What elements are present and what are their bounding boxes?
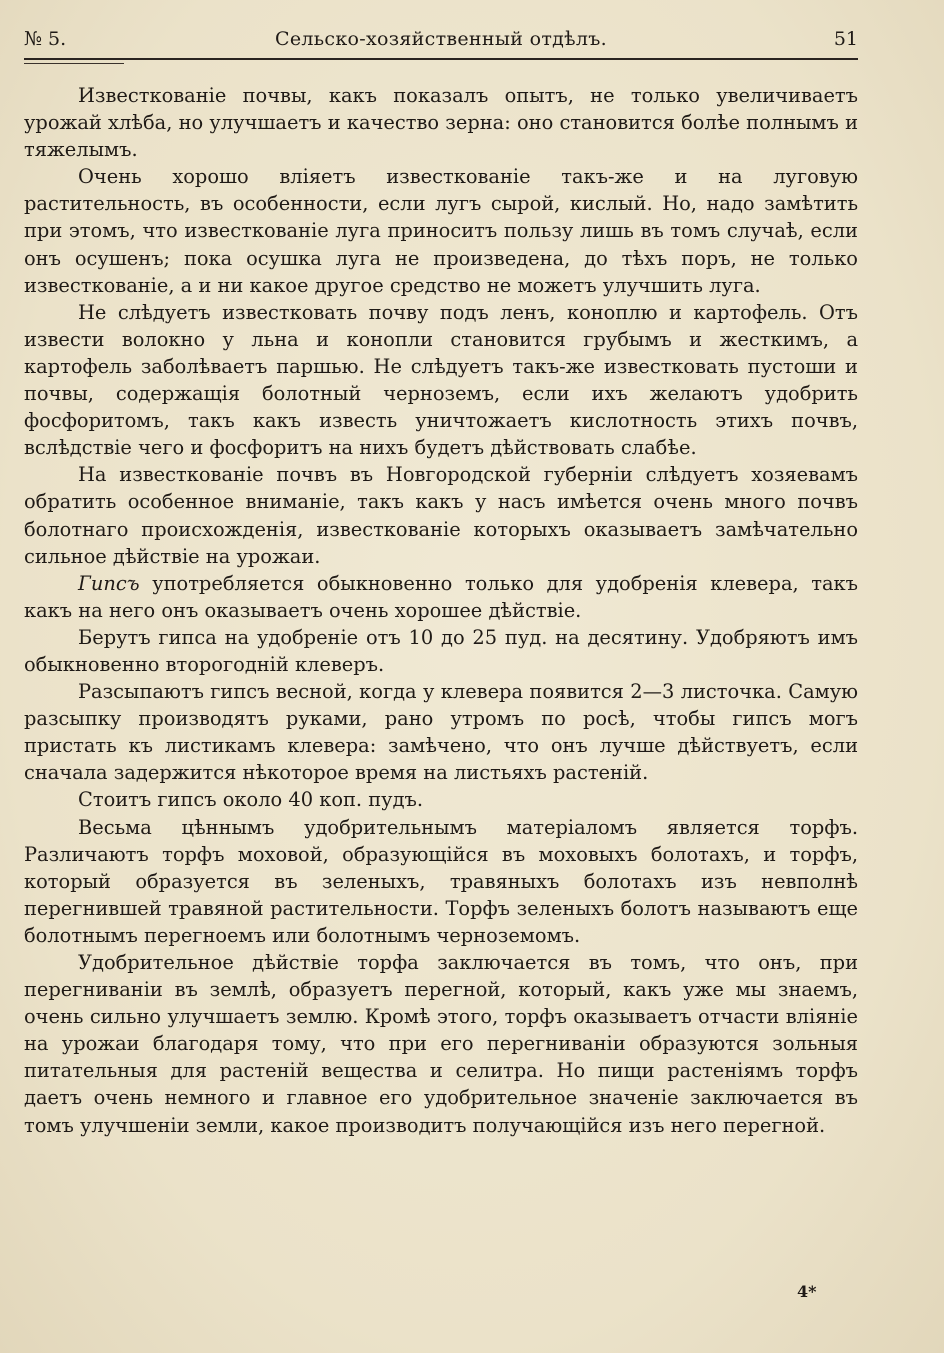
paragraph [24,814,858,949]
section-title: Сельско-хозяйственный отдѣлъ. [275,28,607,50]
page-header [24,24,858,60]
paragraph-text: На известкованіе почвъ въ Новгородской губерніи слѣдуетъ хозяевамъ обратить особенное вниманіе, такъ какъ у насъ имѣется очень много почвъ болотнаго происхожденія, известкованіе которыхъ оказываетъ замѣчательно сильное дѣйствіе на урожаи. [24,463,858,568]
header-rule [24,63,124,64]
paragraph [24,461,858,569]
paragraph-text: Известкованіе почвы, какъ показалъ опытъ, не только увеличиваетъ урожай хлѣба, но улучшаетъ и качество зерна: оно становится болѣе полнымъ и тяжелымъ. [24,84,858,162]
page-number: 51 [833,28,858,50]
italic-term: Гипсъ [78,571,140,595]
paragraph [24,624,858,678]
paragraph [24,786,858,813]
paragraph [24,82,858,163]
paragraph-text: Не слѣдуетъ известковать почву подъ ленъ, коноплю и картофель. Отъ извести волокно у льна и конопли становится грубымъ и жесткимъ, а картофель заболѣваетъ паршью. Не слѣдуетъ такъ-же известковать пустоши и почвы, содержащія болотный черноземъ, если ихъ желаютъ удобрить фосфоритомъ, такъ какъ известь уничтожаетъ кислотность этихъ почвъ, вслѣдствіе чего и фосфоритъ на нихъ будетъ дѣйствовать слабѣе. [24,300,858,460]
paragraph [24,678,858,786]
paragraph-text: Стоитъ гипсъ около 40 коп. пудъ. [78,788,424,812]
issue-number: № 5. [24,28,67,50]
paragraph-text: Весьма цѣннымъ удобрительнымъ матеріаломъ является торфъ. Различаютъ торфъ моховой, образующійся въ моховыхъ болотахъ, и торфъ, который образуется въ зеленыхъ, травяныхъ болотахъ изъ невполнѣ перегнившей травяной растительности. Торфъ зеленыхъ болотъ называютъ еще болотнымъ перегноемъ или болотнымъ черноземомъ. [24,815,858,947]
paragraph [24,949,858,1139]
paragraph [24,163,858,298]
paragraph-text: употребляется обыкновенно только для удобренія клевера, такъ какъ на него онъ оказываетъ очень хорошее дѣйствіе. [24,571,858,622]
body-text [24,82,858,1139]
paragraph-text: Берутъ гипса на удобреніе отъ 10 до 25 пуд. на десятину. Удобряютъ имъ обыкновенно второгодній клеверъ. [24,625,858,676]
paragraph-text: Удобрительное дѣйствіе торфа заключается въ томъ, что онъ, при перегниваніи въ землѣ, образуетъ перегной, который, какъ уже мы знаемъ, очень сильно улучшаетъ землю. Кромѣ этого, торфъ оказываетъ отчасти вліяніе на урожаи благодаря тому, что при его перегниваніи образуются зольныя питательныя для растеній вещества и селитра. Но пищи растеніямъ торфъ даетъ очень немного и главное его удобрительное значеніе заключается въ томъ улучшеніи земли, какое производитъ получающійся изъ него перегной. [24,951,858,1137]
paragraph [24,570,858,624]
paragraph-text: Разсыпаютъ гипсъ весной, когда у клевера появится 2—3 листочка. Самую разсыпку производятъ руками, рано утромъ по росѣ, чтобы гипсъ могъ пристать къ листикамъ клевера: замѣчено, что онъ лучше дѣйствуетъ, если сначала задержится нѣкоторое время на листьяхъ растеній. [24,680,858,785]
signature-mark: 4* [797,1282,817,1301]
paragraph-text: Очень хорошо вліяетъ известкованіе такъ-же и на луговую растительность, въ особенности, если лугъ сырой, кислый. Но, надо замѣтить при этомъ, что известкованіе луга приноситъ пользу лишь въ томъ случаѣ, если онъ осушенъ; пока осушка луга не произведена, до тѣхъ поръ, не только известкованіе, а и ни какое другое средство не можетъ улучшить луга. [24,165,858,297]
paragraph [24,299,858,462]
